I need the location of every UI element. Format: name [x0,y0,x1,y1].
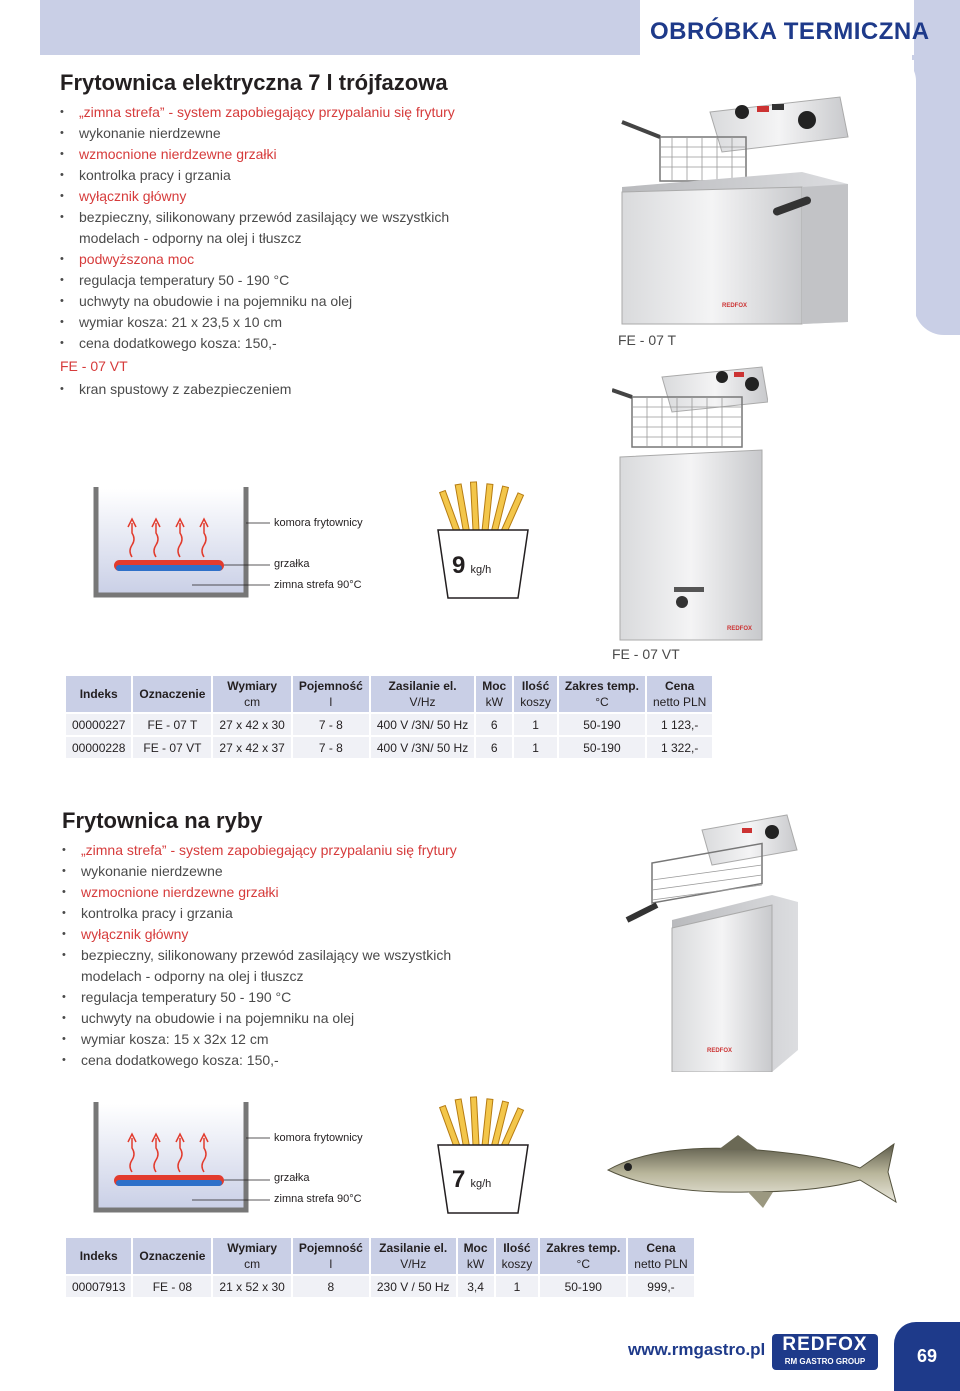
svg-text:REDFOX: REDFOX [707,1048,733,1054]
table-row [66,737,712,758]
column-header-label: Oznaczenie [139,687,206,701]
table-cell: 27 x 42 x 30 [213,714,290,735]
table-cell: 999,- [628,1276,693,1297]
table-cell: 00000227 [66,714,131,735]
sub-model-heading: FE - 07 VT [60,358,128,374]
column-header-label: Pojemność [298,1241,363,1255]
page-number: 69 [916,1346,938,1366]
table-cell: 7 - 8 [293,737,369,758]
logo-text: REDFOX [782,1334,868,1355]
table-cell: 21 x 52 x 30 [213,1276,290,1297]
feature-item: • kontrolka pracy i grzania [60,165,530,186]
table-cell: 1 123,- [647,714,712,735]
table-cell: 1 322,- [647,737,712,758]
column-header-label: Ilość [503,1241,531,1255]
feature-item: • wymiar kosza: 15 x 32x 12 cm [62,1029,532,1050]
table-cell: 00007913 [66,1276,131,1297]
column-header [514,676,557,712]
image-label-fe07t: FE - 07 T [618,332,677,348]
heater-label-fish: grzałka [274,1172,310,1184]
feature-item: • cena dodatkowego kosza: 150,- [60,333,530,354]
column-header [371,676,474,712]
column-header-unit: koszy [501,1257,533,1271]
column-header-label: Zasilanie el. [388,679,457,693]
column-header [133,1238,211,1274]
column-header [476,676,512,712]
column-header-unit: °C [595,695,609,709]
feature-item: modelach - odporny na olej i tłuszcz [81,968,304,984]
cold-zone-label-fish: zimna strefa 90°C [274,1193,362,1205]
table-cell: 27 x 42 x 37 [213,737,290,758]
table-cell: 50-190 [559,714,645,735]
column-header-unit: koszy [520,695,551,709]
column-header-label: Indeks [79,687,118,701]
table-cell: 7 - 8 [293,714,369,735]
column-header-unit: V/Hz [400,1257,427,1271]
column-header [371,1238,456,1274]
table-cell: FE - 07 T [133,714,211,735]
column-header-label: Moc [463,1241,488,1255]
feature-item: • kontrolka pracy i grzania [62,903,532,924]
table-cell: 1 [496,1276,539,1297]
column-header-label: Ilość [521,679,550,693]
feature-item: • wymiar kosza: 21 x 23,5 x 10 cm [60,312,530,333]
chamber-label: komora frytownicy [274,517,363,529]
cold-zone-label: zimna strefa 90°C [274,579,362,591]
column-header-unit: kW [466,1257,485,1271]
column-header [540,1238,626,1274]
sub-feature-list [60,379,530,400]
column-header [213,676,290,712]
table-cell: 6 [476,737,512,758]
column-header [628,1238,693,1274]
feature-item: • wzmocnione nierdzewne grzałki [60,144,530,165]
logo-subtext: RM GASTRO GROUP [784,1357,866,1366]
capacity-number-fish: 7 [452,1166,466,1193]
column-header-unit: °C [576,1257,590,1271]
image-label-fe07vt: FE - 07 VT [612,646,680,662]
column-header-unit: netto PLN [634,1257,688,1271]
fryer-chamber-diagram [92,485,272,600]
website-link[interactable]: www.rmgastro.pl [628,1340,766,1359]
feature-list [60,102,530,354]
heater-label: grzałka [274,558,310,570]
column-header [647,676,712,712]
table-cell: 1 [514,714,557,735]
feature-item: • regulacja temperatury 50 - 190 °C [62,987,532,1008]
fryer-chamber-diagram-fish [92,1100,272,1215]
feature-item: • wzmocnione nierdzewne grzałki [62,882,532,903]
column-header [458,1238,494,1274]
fries-capacity-icon-fish [428,1095,538,1215]
column-header-unit: netto PLN [652,695,707,709]
product-title-fish: Frytownica na ryby [62,808,263,833]
table-cell: 50-190 [540,1276,626,1297]
feature-item: • uchwyty na obudowie i na pojemniku na olej [62,1008,532,1029]
column-header-unit: l [329,1257,333,1271]
side-band [914,55,960,335]
fryer-fe08-image [612,810,798,1072]
column-header-label: Zakres temp. [546,1241,621,1255]
table-cell: 3,4 [458,1276,494,1297]
column-header [293,1238,369,1274]
feature-item: • bezpieczny, silikonowany przewód zasilający we wszystkich [62,945,532,966]
column-header-label: Cena [664,679,695,693]
header-band [40,0,640,55]
capacity-number: 9 [452,552,466,579]
column-header [66,676,131,712]
column-header-label: Pojemność [298,679,363,693]
table-cell: 1 [514,737,557,758]
feature-item: • wyłącznik główny [62,924,532,945]
column-header-label: Moc [482,679,507,693]
table-row [66,714,712,735]
column-header-label: Oznaczenie [139,1249,206,1263]
feature-item: • „zimna strefa” - system zapobiegający przypalaniu się frytury [60,102,530,123]
table-row [66,1276,694,1297]
capacity-unit-fish: kg/h [470,1178,492,1190]
feature-item: modelach - odporny na olej i tłuszcz [79,230,302,246]
product-title: Frytownica elektryczna 7 l trójfazowa [60,70,448,95]
table-cell: FE - 08 [133,1276,211,1297]
chamber-label-fish: komora frytownicy [274,1132,363,1144]
fryer-fe07t-image [612,92,860,328]
svg-text:REDFOX: REDFOX [722,303,748,309]
table-cell: 400 V /3N/ 50 Hz [371,737,474,758]
feature-item: • cena dodatkowego kosza: 150,- [62,1050,532,1071]
column-header-label: Cena [646,1241,676,1255]
column-header-label: Zakres temp. [564,679,639,693]
table-cell: 230 V / 50 Hz [371,1276,456,1297]
feature-list-fish [62,840,532,1071]
fish-image [598,1130,898,1215]
section-title: OBRÓBKA TERMICZNA [650,18,930,45]
feature-item: • wykonanie nierdzewne [62,861,532,882]
table-cell: 50-190 [559,737,645,758]
column-header [293,676,369,712]
svg-text:REDFOX: REDFOX [727,626,753,632]
column-header [66,1238,131,1274]
spec-table-frytownica-7l [64,674,714,760]
feature-item: • wykonanie nierdzewne [60,123,530,144]
column-header-label: Wymiary [227,679,278,693]
table-cell: FE - 07 VT [133,737,211,758]
column-header-label: Indeks [79,1249,118,1263]
table-cell: 400 V /3N/ 50 Hz [371,714,474,735]
feature-item: • regulacja temperatury 50 - 190 °C [60,270,530,291]
feature-item: • „zimna strefa” - system zapobiegający przypalaniu się frytury [62,840,532,861]
table-cell: 6 [476,714,512,735]
column-header-label: Wymiary [227,1241,278,1255]
capacity-readout [452,552,491,580]
capacity-readout-fish [452,1166,491,1194]
table-cell: 8 [293,1276,369,1297]
feature-item: • podwyższona moc [60,249,530,270]
column-header-unit: cm [244,1257,261,1271]
table-cell: 00000228 [66,737,131,758]
feature-item: • bezpieczny, silikonowany przewód zasilający we wszystkich [60,207,530,228]
fries-capacity-icon [428,480,538,600]
column-header-unit: cm [244,695,261,709]
feature-item: • wyłącznik główny [60,186,530,207]
column-header-unit: V/Hz [409,695,436,709]
column-header-unit: kW [485,695,503,709]
column-header [559,676,645,712]
feature-item: • uchwyty na obudowie i na pojemniku na olej [60,291,530,312]
column-header-label: Zasilanie el. [379,1241,448,1255]
column-header [496,1238,539,1274]
column-header-unit: l [329,695,333,709]
feature-item: • kran spustowy z zabezpieczeniem [60,379,530,400]
capacity-unit: kg/h [470,564,492,576]
spec-table-frytownica-ryby [64,1236,696,1299]
column-header [133,676,211,712]
column-header [213,1238,290,1274]
fryer-fe07vt-image [612,362,768,642]
